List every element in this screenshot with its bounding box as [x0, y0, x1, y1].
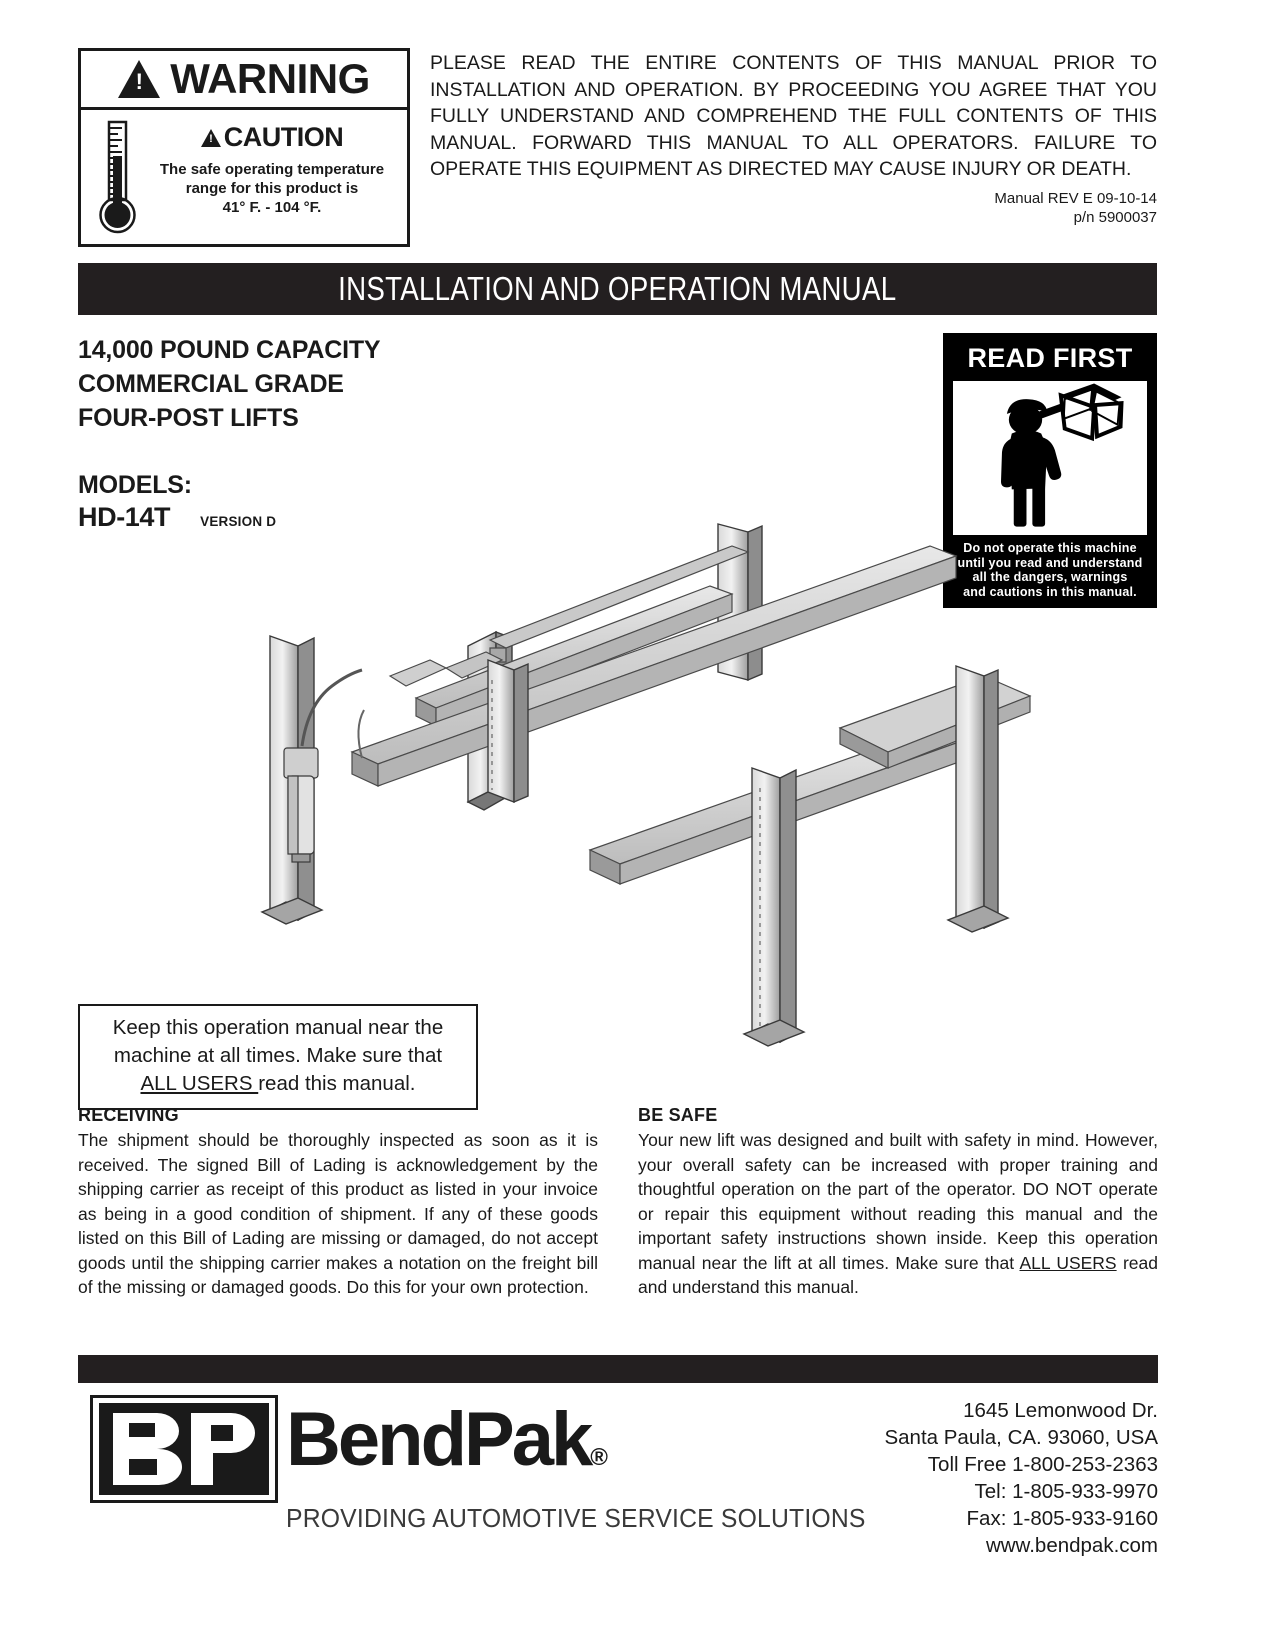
company-address: [778, 1395, 1158, 1559]
read-first-caption-line-2: until you read and understand: [957, 555, 1143, 570]
caution-triangle-icon: [201, 129, 221, 147]
receiving-column: [78, 1105, 598, 1300]
models-label: MODELS:: [78, 471, 192, 499]
intro-paragraph-last-line: OPERATE THIS EQUIPMENT AS DIRECTED MAY CAUSE INJURY OR DEATH.: [430, 158, 1132, 180]
read-first-title: READ FIRST: [967, 343, 1133, 373]
page-title: INSTALLATION AND OPERATION MANUAL: [338, 270, 897, 307]
model-number: HD-14T: [78, 502, 171, 532]
be-safe-all-users: ALL USERS: [1019, 1252, 1117, 1273]
read-first-caption-line-1: Do not operate this machine: [963, 541, 1137, 555]
warning-label: [78, 48, 410, 110]
address-street: 1645 Lemonwood Dr.: [963, 1399, 1158, 1422]
body-columns: [78, 1105, 1158, 1300]
intro-block: [410, 48, 1157, 227]
model-version: VERSION D: [200, 514, 277, 529]
product-capacity: 14,000 POUND CAPACITY: [78, 336, 381, 364]
receiving-heading: RECEIVING: [78, 1105, 179, 1125]
phone-tel: Tel: 1-805-933-9970: [974, 1480, 1158, 1503]
manual-title-bar: [78, 263, 1157, 315]
part-number: p/n 5900037: [1073, 208, 1157, 226]
caution-body: [145, 160, 399, 217]
receiving-body: The shipment should be thoroughly inspected as soon as it is received. The signed Bill of Lading is acknowledgement by the shipping carrier as receipt of this product as listed in your invoice as being in a good condition of shipment. If any of these goods listed on this Bill of Lading are missing or damaged, do not accept goods until the shipping carrier makes a notation on the freight bill of the missing or damaged goods. Do this for your own protection.: [78, 1130, 598, 1297]
footer-region: [78, 1395, 1158, 1559]
phone-fax: Fax: 1-805-933-9160: [966, 1507, 1158, 1530]
keep-notice-line-3-rest: read this manual.: [258, 1072, 416, 1095]
be-safe-body-part1: Your new lift was designed and built with safety in mind. However, your overall safety can be increased with proper training and thoughtful operation on the part of the operator. DO NOT operate or repair this equipment without reading this manual and the important safety instructions shown inside. Keep this operation manual near the lift at all times. Make sure that: [638, 1130, 1158, 1273]
be-safe-body-part2: read and understand this manual.: [638, 1252, 1158, 1297]
website-url: www.bendpak.com: [985, 1534, 1158, 1557]
read-first-caption-line-4: and cautions in this manual.: [963, 584, 1137, 599]
product-grade: COMMERCIAL GRADE: [78, 370, 344, 398]
thermometer-icon: [89, 118, 145, 236]
keep-notice-line-1: Keep this operation manual near the: [112, 1016, 444, 1039]
brand-tagline: PROVIDING AUTOMOTIVE SERVICE SOLUTIONS: [286, 1505, 866, 1533]
warning-label-text: WARNING: [170, 55, 370, 102]
header-region: [0, 0, 1275, 247]
warning-triangle-icon: [118, 60, 160, 98]
keep-notice-all-users: ALL USERS: [140, 1072, 259, 1095]
safety-label-stack: [78, 48, 410, 247]
address-city-state: Santa Paula, CA. 93060, USA: [884, 1426, 1158, 1449]
read-first-caption-line-3: all the dangers, warnings: [972, 570, 1128, 584]
four-post-lift-illustration: [240, 520, 1060, 1080]
caution-line-2: range for this product is: [185, 180, 359, 197]
brand-name: BendPak: [286, 1397, 591, 1482]
be-safe-body: [638, 1128, 1158, 1300]
caution-line-1: The safe operating temperature: [159, 161, 385, 178]
keep-notice-line-2: machine at all times. Make sure that: [113, 1044, 443, 1067]
manual-revision: Manual REV E 09-10-14: [994, 189, 1157, 207]
bp-monogram-icon: [90, 1395, 278, 1503]
be-safe-column: [638, 1105, 1158, 1300]
caution-label-text: CAUTION: [223, 122, 344, 152]
keep-manual-notice-box: [78, 1004, 478, 1110]
footer-divider-bar: [78, 1355, 1158, 1383]
phone-toll-free: Toll Free 1-800-253-2363: [927, 1453, 1158, 1476]
caution-label: [78, 110, 410, 247]
registered-trademark-icon: ®: [590, 1444, 608, 1471]
intro-paragraph: PLEASE READ THE ENTIRE CONTENTS OF THIS MANUAL PRIOR TO INSTALLATION AND OPERATION. BY PROCEEDING YOU AGREE THAT YOU FULLY UNDERSTAND AND COMPREHEND THE FULL CONTENTS OF THIS MANUAL. FORWARD THIS MANUAL TO ALL OPERATORS. FAILURE TO: [430, 52, 1157, 154]
bendpak-logo: [78, 1395, 866, 1534]
product-type: FOUR-POST LIFTS: [78, 404, 299, 432]
caution-title: [201, 122, 344, 153]
caution-line-3: 41° F. - 104 °F.: [222, 199, 322, 216]
brand-wordmark: [286, 1397, 608, 1498]
keep-notice-line-3: [90, 1070, 466, 1098]
read-first-illustration: [953, 381, 1147, 535]
be-safe-heading: BE SAFE: [638, 1105, 718, 1125]
